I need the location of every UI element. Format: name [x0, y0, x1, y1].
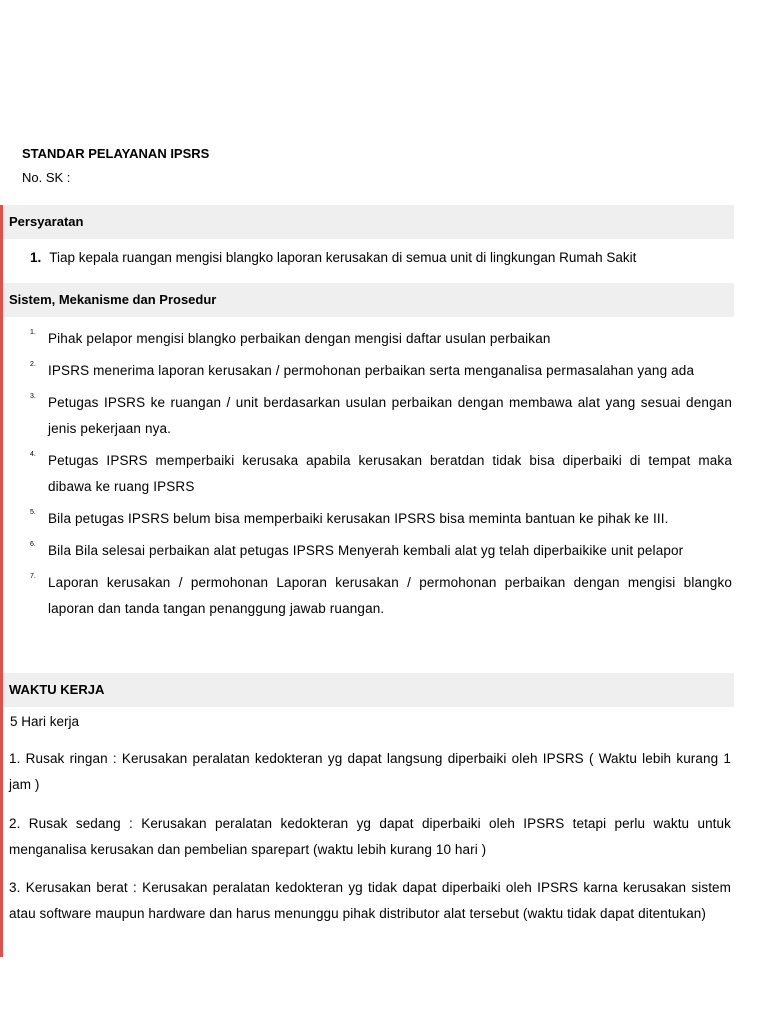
- list-item-number: 2.: [30, 361, 36, 368]
- persyaratan-item-number: 1.: [30, 250, 42, 265]
- waktu-item-kerusakan-berat: 3. Kerusakan berat : Kerusakan peralatan kedokteran yg tidak dapat diperbaiki oleh IPSRS karna kerusakan sistem atau software maupun hardware dan harus menunggu pihak distributor alat tersebut (waktu tidak dapat ditentukan): [9, 880, 731, 921]
- list-item-text: Bila petugas IPSRS belum bisa memperbaiki kerusakan IPSRS bisa meminta bantuan ke pihak ke III.: [48, 511, 669, 526]
- document-title: STANDAR PELAYANAN IPSRS: [22, 146, 210, 161]
- waktu-item-rusak-ringan: 1. Rusak ringan : Kerusakan peralatan kedokteran yg dapat langsung diperbaiki oleh IPSRS ( Waktu lebih kurang 1 jam ): [9, 751, 731, 792]
- persyaratan-item-text: Tiap kepala ruangan mengisi blangko laporan kerusakan di semua unit di lingkungan Rumah Sakit: [49, 250, 637, 265]
- list-item: [0, 358, 740, 384]
- section-heading-waktu-kerja: WAKTU KERJA: [3, 673, 734, 707]
- list-item: [0, 326, 740, 352]
- list-item: [0, 570, 740, 622]
- list-item-text: Bila Bila selesai perbaikan alat petugas IPSRS Menyerah kembali alat yg telah diperbaikike unit pelapor: [48, 543, 684, 558]
- list-item-number: 4.: [30, 451, 36, 458]
- section-heading-sistem: Sistem, Mekanisme dan Prosedur: [3, 283, 734, 317]
- section-heading-persyaratan: Persyaratan: [3, 205, 734, 239]
- list-item-text: IPSRS menerima laporan kerusakan / permohonan perbaikan serta menganalisa permasalahan yang ada: [48, 363, 695, 378]
- persyaratan-item: [30, 250, 636, 265]
- sistem-list: [0, 326, 740, 628]
- list-item-text: Petugas IPSRS memperbaiki kerusaka apabila kerusakan beratdan tidak bisa diperbaiki di tempat maka dibawa ke ruang IPSRS: [48, 453, 732, 494]
- work-days: 5 Hari kerja: [10, 714, 80, 729]
- list-item: [0, 448, 740, 500]
- list-item: [0, 390, 740, 442]
- list-item-text: Petugas IPSRS ke ruangan / unit berdasarkan usulan perbaikan dengan membawa alat yang sesuai dengan jenis pekerjaan nya.: [48, 395, 732, 436]
- list-item-number: 1.: [30, 329, 36, 336]
- list-item-text: Pihak pelapor mengisi blangko perbaikan dengan mengisi daftar usulan perbaikan: [48, 331, 551, 346]
- list-item-text: Laporan kerusakan / permohonan Laporan kerusakan / permohonan perbaikan dengan mengisi blangko laporan dan tanda tangan penanggung jawab ruangan.: [48, 575, 732, 616]
- waktu-item-rusak-sedang: 2. Rusak sedang : Kerusakan peralatan kedokteran yg dapat diperbaiki oleh IPSRS tetapi perlu waktu untuk menganalisa kerusakan dan pembelian sparepart (waktu lebih kurang 10 hari ): [9, 816, 731, 857]
- list-item-number: 6.: [30, 541, 36, 548]
- list-item: [0, 506, 740, 532]
- list-item-number: 7.: [30, 573, 36, 580]
- list-item-number: 5.: [30, 509, 36, 516]
- list-item: [0, 538, 740, 564]
- list-item-number: 3.: [30, 393, 36, 400]
- sk-number: No. SK :: [22, 170, 71, 185]
